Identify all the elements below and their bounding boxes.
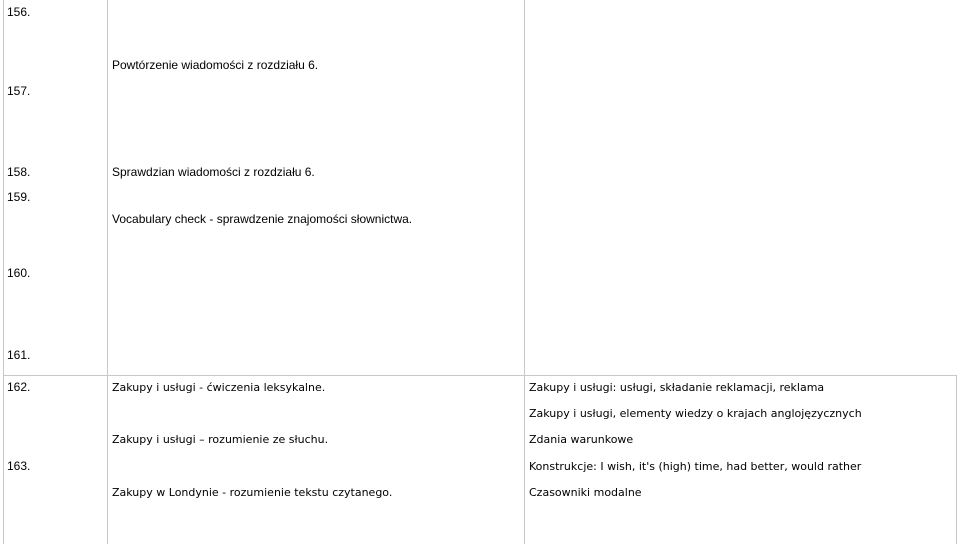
lesson-number: 163. xyxy=(7,459,31,473)
lesson-number: 156. xyxy=(7,5,31,19)
content-item: Czasowniki modalne xyxy=(529,486,642,499)
content-item: Konstrukcje: I wish, it's (high) time, had better, would rather xyxy=(529,460,862,473)
lesson-number: 160. xyxy=(7,266,31,280)
content-item: Zdania warunkowe xyxy=(529,433,634,446)
lesson-topic: Sprawdzian wiadomości z rozdziału 6. xyxy=(112,165,315,179)
column-divider-1 xyxy=(107,0,108,544)
lesson-number: 159. xyxy=(7,190,31,204)
content-item: Zakupy i usługi, elementy wiedzy o krajach anglojęzycznych xyxy=(529,407,862,420)
lesson-topic: Powtórzenie wiadomości z rozdziału 6. xyxy=(112,58,319,72)
lesson-number: 157. xyxy=(7,84,31,98)
content-item: Zakupy i usługi: usługi, składanie reklamacji, reklama xyxy=(529,381,825,394)
lesson-number: 162. xyxy=(7,380,31,394)
lesson-topic: Vocabulary check - sprawdzenie znajomości słownictwa. xyxy=(112,212,413,226)
lesson-number: 158. xyxy=(7,165,31,179)
table-border-left xyxy=(3,0,4,544)
column-divider-2 xyxy=(524,0,525,544)
lesson-topic: Zakupy w Londynie - rozumienie tekstu czytanego. xyxy=(112,486,393,499)
row-divider xyxy=(3,375,957,376)
lesson-topic: Zakupy i usługi – rozumienie ze słuchu. xyxy=(112,433,329,446)
lesson-topic: Zakupy i usługi - ćwiczenia leksykalne. xyxy=(112,381,326,394)
table-border-right xyxy=(956,375,957,544)
lesson-number: 161. xyxy=(7,348,31,362)
